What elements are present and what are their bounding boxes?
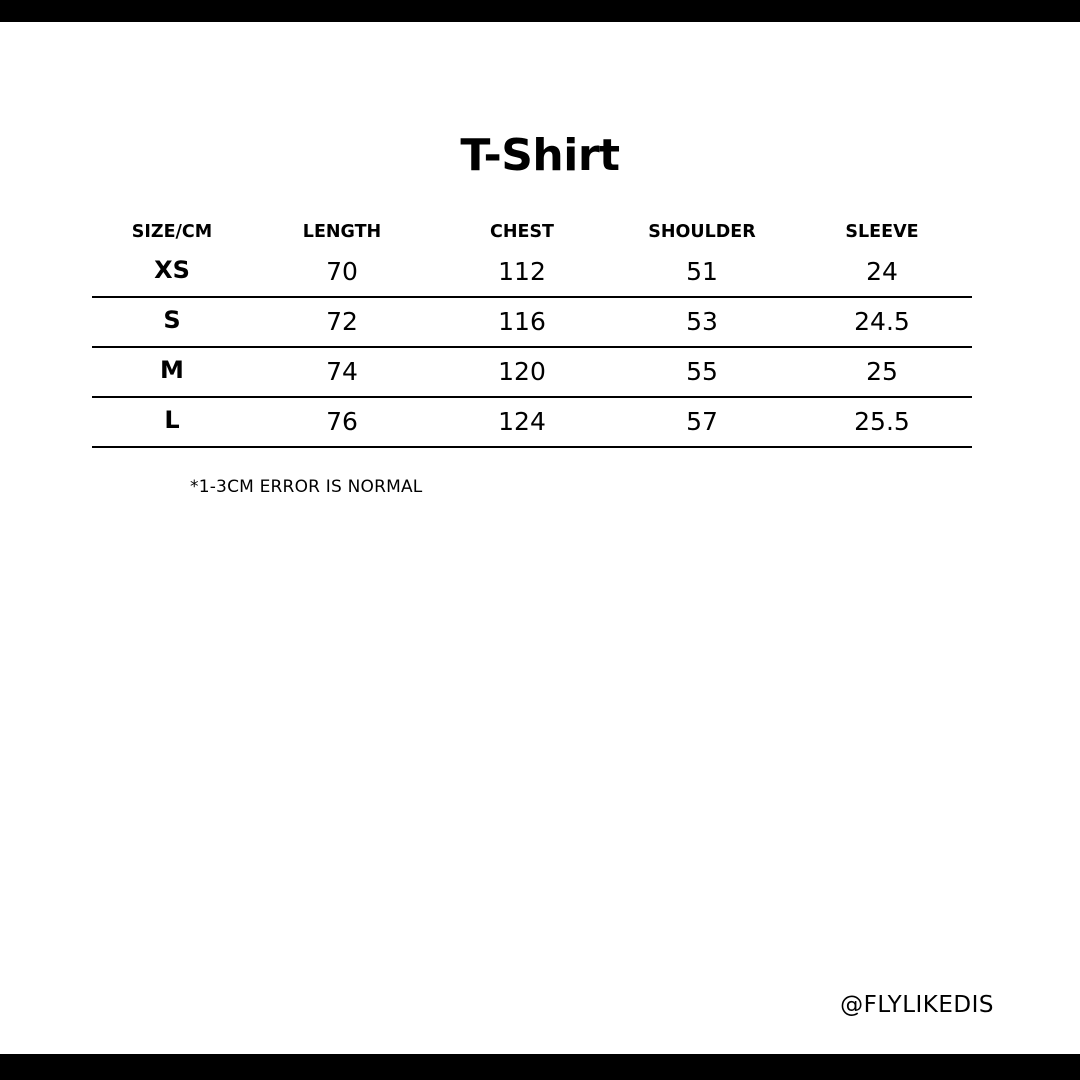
cell-length: 70 [252, 248, 432, 297]
cell-size: M [92, 347, 252, 397]
white-canvas [0, 22, 1080, 1054]
cell-length: 72 [252, 297, 432, 347]
cell-size: S [92, 297, 252, 347]
column-header-sleeve: SLEEVE [845, 222, 919, 242]
cell-shoulder: 55 [612, 347, 792, 397]
cell-chest: 116 [432, 297, 612, 347]
column-header-shoulder: SHOULDER [648, 222, 756, 242]
column-header-chest: CHEST [490, 222, 554, 242]
cell-sleeve: 24.5 [792, 297, 972, 347]
cell-chest: 112 [432, 248, 612, 297]
table-header [92, 208, 972, 248]
cell-sleeve: 25.5 [792, 397, 972, 447]
cell-length: 76 [252, 397, 432, 447]
cell-size: XS [92, 248, 252, 297]
cell-chest: 120 [432, 347, 612, 397]
table-row [92, 347, 972, 397]
cell-shoulder: 53 [612, 297, 792, 347]
cell-length: 74 [252, 347, 432, 397]
table-header-row [92, 208, 972, 248]
size-chart-table-wrapper [92, 208, 972, 448]
cell-shoulder: 51 [612, 248, 792, 297]
table-row [92, 248, 972, 297]
page-title: T-Shirt [460, 130, 620, 181]
table-body [92, 248, 972, 447]
cell-size: L [92, 397, 252, 447]
cell-sleeve: 25 [792, 347, 972, 397]
cell-sleeve: 24 [792, 248, 972, 297]
measurement-note: *1-3CM ERROR IS NORMAL [190, 477, 423, 497]
column-header-size: SIZE/CM [131, 222, 213, 242]
cell-chest: 124 [432, 397, 612, 447]
table-row [92, 397, 972, 447]
size-chart-table [92, 208, 972, 448]
column-header-length: LENGTH [302, 222, 382, 242]
table-row [92, 297, 972, 347]
cell-shoulder: 57 [612, 397, 792, 447]
brand-handle: @FLYLIKEDIS [840, 992, 994, 1018]
